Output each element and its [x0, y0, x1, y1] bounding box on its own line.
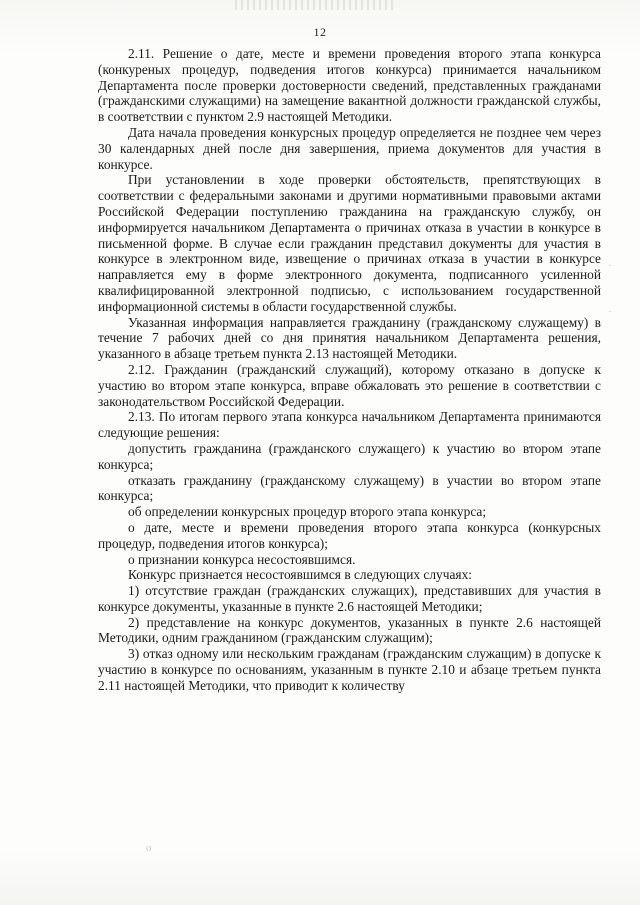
- paragraph-failed-cases: Конкурс признается несостоявшимся в следующих случаях:: [128, 567, 472, 583]
- paragraph-2-13: 2.13. По итогам первого этапа конкурса начальником Департамента принимаются следующие решения:: [98, 409, 601, 441]
- decision-admit: допустить гражданина (гражданского служащего) к участию во втором этапе конкурса;: [98, 440, 601, 472]
- paragraph-2-12: 2.12. Гражданин (гражданский служащий), которому отказано в допуске к участию во втором этапе конкурса, вправе обжаловать это решение в соответствии с законодательством Российской Федерации.: [98, 361, 601, 409]
- paragraph-2-11: 2.11. Решение о дате, месте и времени проведения второго этапа конкурса (конкуреных процедур, подведения итогов конкурса) принимается начальником Департамента после проверки достоверности сведений, представленных гражданами (гражданскими служащими) на замещение вакантной должности гражданской службы, в соответствии с пунктом 2.9 настоящей Методики.: [98, 46, 601, 125]
- margin-scan-mark: ·: [608, 306, 612, 318]
- margin-scan-mark: ·: [608, 260, 612, 272]
- decision-failed: о признании конкурса несостоявшимся.: [128, 551, 356, 567]
- document-body: [98, 46, 601, 694]
- case-1: 1) отсутствие граждан (гражданских служащих), представивших для участия в конкурсе документы, указанные в пункте 2.6 настоящей Методики;: [98, 583, 601, 614]
- decision-procedures: об определении конкурсных процедур второго этапа конкурса;: [128, 504, 487, 520]
- margin-scan-mark: o: [146, 842, 152, 854]
- paragraph-start-date: Дата начала проведения конкурсных процедур определяется не позднее чем через 30 календарных дней после дня завершения, приема документов для участия в конкурсе.: [98, 124, 601, 172]
- page-number: 12: [313, 25, 327, 39]
- decision-date-place: о дате, месте и времени проведения второго этапа конкурса (конкурсных процедур, подведения итогов конкурса);: [98, 519, 601, 551]
- case-2: 2) представление на конкурс документов, указанных в пункте 2.6 настоящей Методики, одним гражданином (гражданским служащим);: [98, 614, 601, 646]
- decision-refuse: отказать гражданину (гражданскому служащему) в участии во втором этапе конкурса;: [98, 472, 601, 504]
- case-3: 3) отказ одному или нескольким гражданам (гражданским служащим) в допуске к участию в конкурсе по основаниям, указанным в пункте 2.10 и абзаце третьем пункта 2.11 настоящей Методики, что приводит к количеству: [98, 646, 601, 693]
- scan-bleed-mark: [235, 0, 395, 10]
- paragraph-refusal-notice: При установлении в ходе проверки обстоятельств, препятствующих в соответствии с федеральными законами и другими нормативными правовыми актами Российской Федерации поступлению гражданина на гражданскую службу, он информируется начальником Департамента о причинах отказа в участии в конкурсе в письменной форме. В случае если гражданин представил документы для участия в конкурсе в электронном виде, извещение о причинах отказа в участии в конкурсе направляется ему в форме электронного документа, подписанного усиленной квалифицированной электронной подписью, с использованием государственной информационной системы в области государственной службы.: [98, 172, 601, 314]
- paragraph-notice-timing: Указанная информация направляется гражданину (гражданскому служащему) в течение 7 рабочих дней со дня принятия начальником Департамента решения, указанного в абзаце третьем пункта 2.13 настоящей Методики.: [98, 314, 601, 362]
